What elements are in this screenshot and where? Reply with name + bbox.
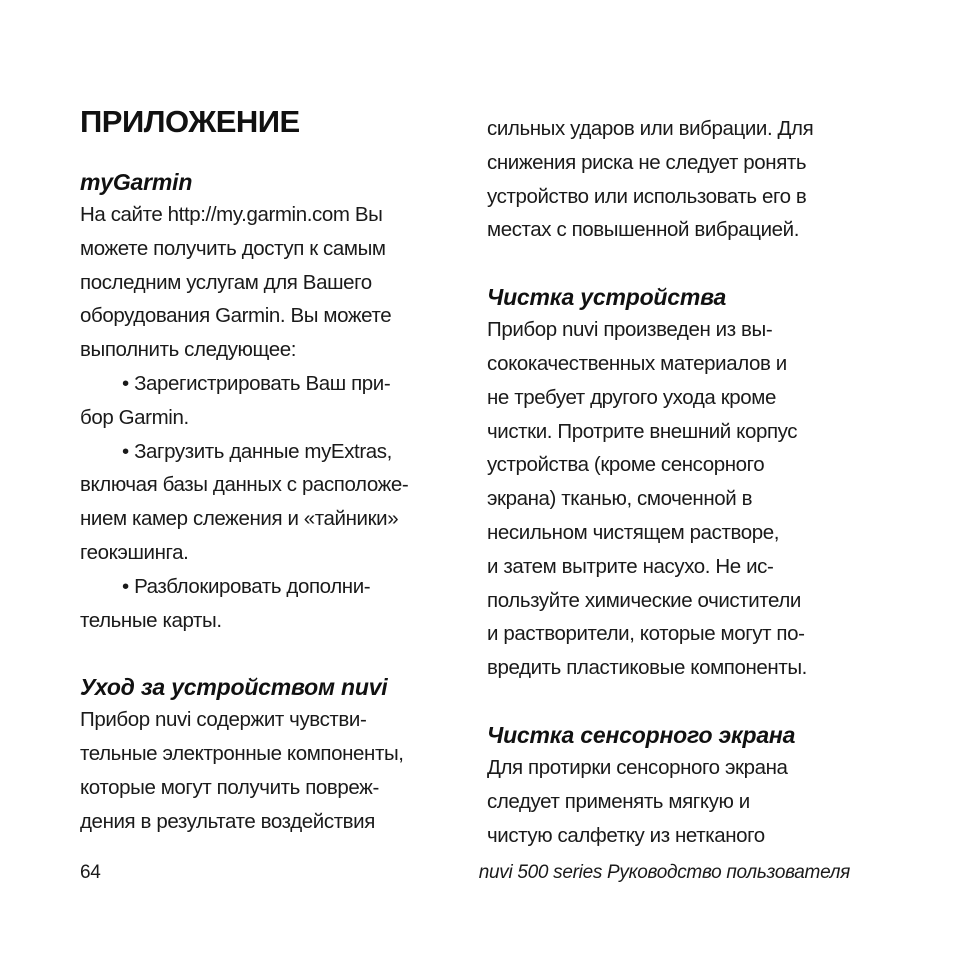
text-line: устройства (кроме сенсорного [487, 453, 765, 477]
text-line: выполнить следующее: [80, 338, 297, 362]
text-line: Прибор nuvi содержит чувстви- [80, 708, 367, 732]
text-line: не требует другого ухода кроме [487, 385, 776, 409]
mygarmin-heading: myGarmin [80, 169, 193, 195]
text-line: сококачественных материалов и [487, 351, 787, 375]
text-line: тельные электронные компоненты, [80, 742, 404, 766]
section-gap [487, 247, 867, 281]
section-title: ПРИЛОЖЕНИЕ [80, 104, 300, 139]
text-line: оборудования Garmin. Вы можете [80, 304, 392, 328]
bullet-item-register [80, 367, 452, 435]
text-line: и растворители, которые могут по- [487, 622, 805, 646]
cleaning-paragraph [487, 313, 867, 685]
text-line: • Разблокировать дополни- [122, 574, 371, 598]
text-line: На сайте http://my.garmin.com Вы [80, 203, 383, 226]
cleaning-heading: Чистка устройства [487, 284, 727, 311]
text-line: несильном чистящем растворе, [487, 520, 780, 544]
bullet-item-unlock [80, 570, 452, 638]
text-line: экрана) тканью, смоченной в [487, 487, 753, 511]
text-line: нием камер слежения и «тайники» [80, 507, 399, 531]
text-line: • Зарегистрировать Ваш при- [122, 371, 391, 395]
text-line: чистую салфетку из нетканого [487, 823, 765, 847]
text-line: снижения риска не следует ронять [487, 150, 807, 174]
text-line: вредить пластиковые компоненты. [487, 656, 807, 680]
text-line: тельные карты. [80, 608, 222, 632]
mygarmin-paragraph [80, 198, 452, 367]
touchscreen-paragraph [487, 751, 867, 852]
text-line: бор Garmin. [80, 405, 189, 429]
left-column [80, 100, 452, 839]
text-line: • Загрузить данные myExtras, [122, 439, 392, 463]
text-line: пользуйте химические очистители [487, 588, 801, 612]
text-line: следует применять мягкую и [487, 789, 750, 813]
right-column [487, 112, 867, 852]
text-line: чистки. Протрите внешний корпус [487, 419, 798, 443]
bullet-item-download [80, 435, 452, 570]
text-line: которые могут получить повреж- [80, 775, 379, 799]
care-paragraph [80, 703, 452, 838]
text-line: Для протирки сенсорного экрана [487, 755, 788, 779]
text-line: включая базы данных с расположе- [80, 473, 409, 497]
touchscreen-heading: Чистка сенсорного экрана [487, 721, 796, 748]
section-gap [487, 685, 867, 719]
text-line: Прибор nuvi произведен из вы- [487, 318, 773, 342]
care-heading: Уход за устройством nuvi [80, 674, 388, 701]
care-paragraph-continued [487, 112, 867, 247]
text-line: дения в результате воздействия [80, 809, 375, 833]
text-line: устройство или использовать его в [487, 184, 807, 208]
section-gap [80, 637, 452, 671]
text-line: последним услугам для Вашего [80, 270, 372, 294]
text-line: и затем вытрите насухо. Не ис- [487, 554, 774, 578]
text-line: местах с повышенной вибрацией. [487, 218, 799, 242]
mygarmin-bullet-list [80, 367, 452, 637]
text-line: можете получить доступ к самым [80, 236, 386, 260]
text-line: геокэшинга. [80, 540, 189, 564]
page-number: 64 [80, 862, 101, 883]
text-line: сильных ударов или вибрации. Для [487, 117, 814, 140]
manual-title: nuvi 500 series Руководство пользователя [478, 862, 850, 883]
